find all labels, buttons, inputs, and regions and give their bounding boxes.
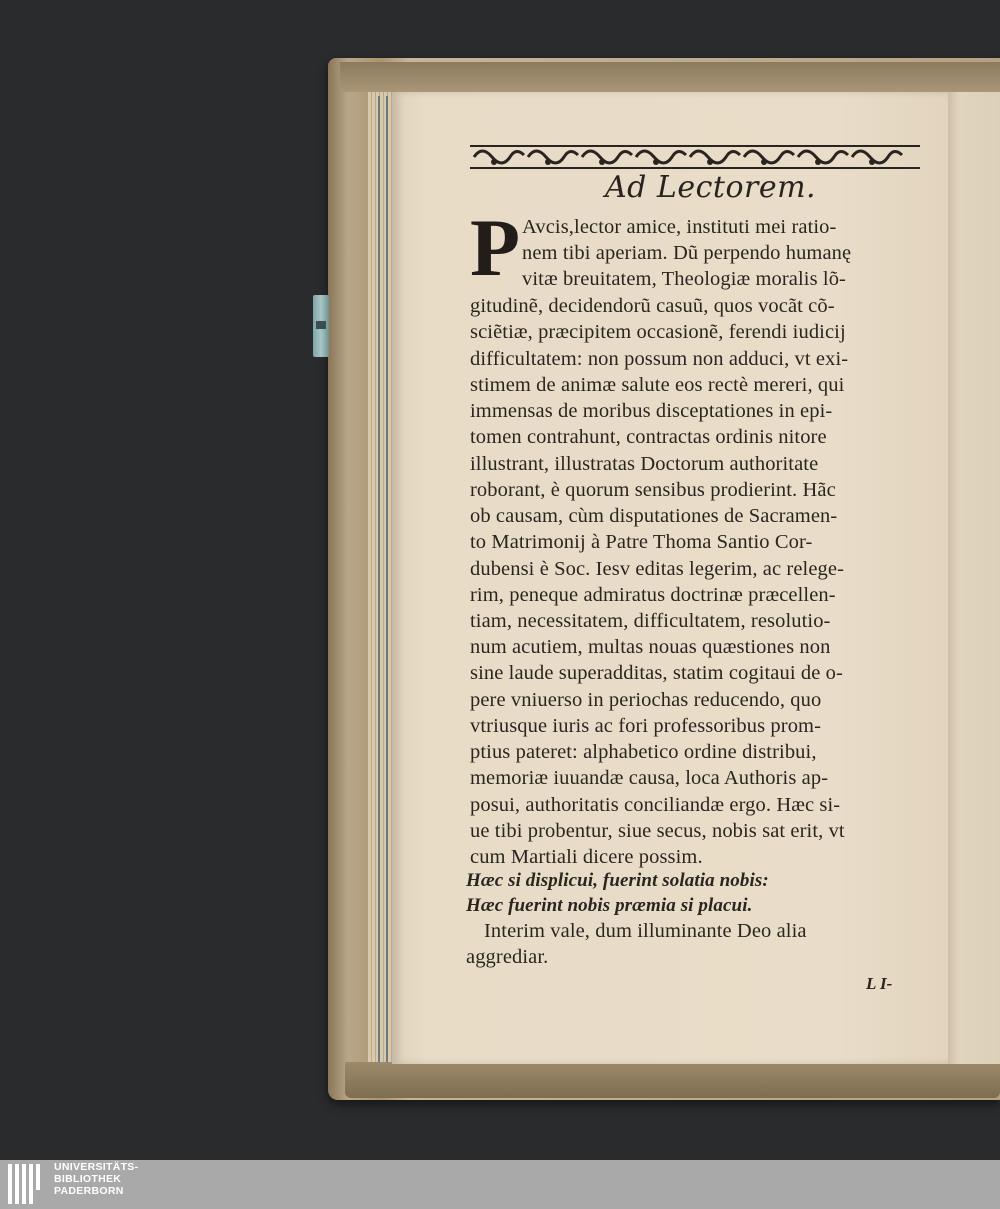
text-line: immensas de moribus disceptationes in epi- — [470, 400, 833, 422]
cover-top-edge — [340, 62, 1000, 92]
text-line: rim, peneque admiratus doctrinæ præcellen- — [470, 584, 836, 606]
verse-line: Hæc si displicui, fuerint solatia nobis: — [466, 870, 769, 891]
text-line: to Matrimonij à Patre Thoma Santio Cor- — [470, 531, 813, 553]
text-line: nem tibi aperiam. Dũ perpendo humanę — [522, 242, 852, 264]
text-line: memoriæ iuuandæ causa, loca Authoris ap- — [470, 767, 829, 789]
text-line: ptius pateret: alphabetico ordine distribui, — [470, 741, 817, 763]
text-line: Avcis,lector amice, instituti mei ratio- — [522, 216, 837, 238]
page-edge-line — [386, 96, 388, 1062]
text-line: gitudinẽ, decidendorũ casuũ, quos vocãt cõ- — [470, 295, 835, 317]
page-heading: Ad Lectorem. — [605, 170, 817, 205]
text-line: tomen contrahunt, contractas ordinis nitore — [470, 426, 827, 448]
ornament-band-icon — [470, 143, 920, 171]
library-logo-text — [54, 1161, 174, 1197]
catchword: L I- — [866, 974, 893, 993]
logo-line: BIBLIOTHEK — [54, 1173, 122, 1185]
text-line: illustrant, illustratas Doctorum authoritate — [470, 453, 819, 475]
text-line: ob causam, cùm disputationes de Sacramen- — [470, 505, 838, 527]
text-line: pere vniuerso in periochas reducendo, quo — [470, 689, 822, 711]
text-line: sine laude superadditas, statim cogitaui de o- — [470, 662, 843, 684]
logo-line: UNIVERSITÄTS- — [54, 1161, 139, 1173]
text-line: num acutiem, multas nouas quæstiones non — [470, 636, 831, 658]
page-edge-line — [378, 96, 380, 1062]
cover-bottom-edge — [345, 1062, 1000, 1098]
text-line: vitæ breuitatem, Theologiæ moralis lõ- — [522, 268, 846, 290]
logo-line: PADERBORN — [54, 1185, 124, 1197]
text-line: difficultatem: non possum non adduci, vt exi- — [470, 348, 849, 370]
text-line: ue tibi probentur, siue secus, nobis sat erit, vt — [470, 820, 845, 842]
text-line: cum Martiali dicere possim. — [470, 846, 703, 868]
text-line: tiam, necessitatem, difficultatem, resolutio- — [470, 610, 831, 632]
text-line: sciẽtiæ, præcipitem occasionẽ, ferendi iudicij — [470, 321, 846, 343]
text-line: dubensi è Soc. Iesv editas legerim, ac relege- — [470, 558, 845, 580]
text-line: roborant, è quorum sensibus prodierint. Hãc — [470, 479, 836, 501]
verse-line: Hæc fuerint nobis præmia si placui. — [466, 895, 753, 916]
text-line: stimem de animæ salute eos rectè mereri, qui — [470, 374, 845, 396]
clasp-icon — [313, 295, 329, 357]
text-line: vtriusque iuris ac fori professoribus prom- — [470, 715, 822, 737]
library-logo-icon — [6, 1162, 46, 1206]
facing-page-edge — [948, 92, 1000, 1064]
text-line: Interim vale, dum illuminante Deo alia — [484, 920, 807, 942]
text-line: posui, authoritatis conciliandæ ergo. Hæc si- — [470, 794, 841, 816]
text-line: aggrediar. — [466, 946, 549, 968]
drop-cap: P — [470, 202, 521, 293]
